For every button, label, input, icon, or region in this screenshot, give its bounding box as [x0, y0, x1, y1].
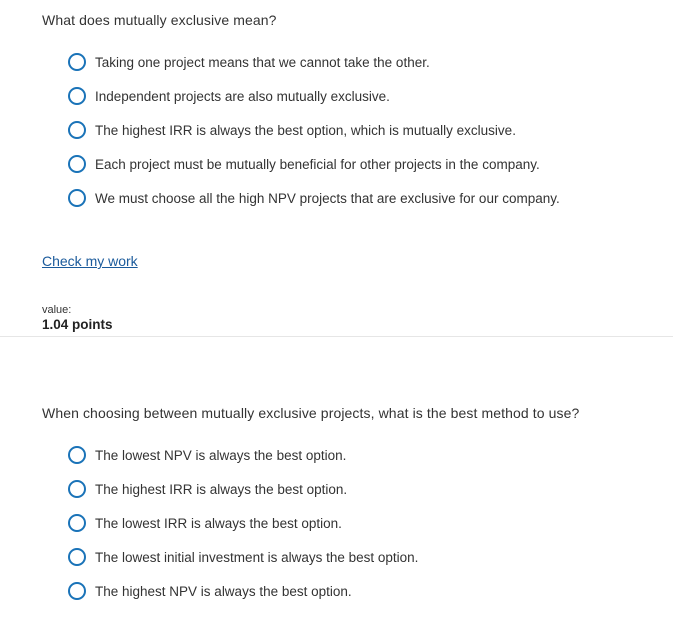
option-label: Independent projects are also mutually exclusive. [95, 88, 390, 104]
q1-option-3[interactable] [68, 113, 560, 147]
option-label: The highest IRR is always the best option. [95, 481, 348, 497]
q1-option-2[interactable] [68, 79, 560, 113]
question-2-prompt: When choosing between mutually exclusive projects, what is the best method to use? [42, 405, 580, 421]
section-divider [0, 336, 673, 337]
radio-button[interactable] [68, 548, 86, 566]
option-label: The lowest initial investment is always the best option. [95, 549, 419, 565]
q2-option-1[interactable] [68, 438, 418, 472]
option-label: The lowest IRR is always the best option. [95, 515, 342, 531]
q2-option-2[interactable] [68, 472, 418, 506]
radio-button[interactable] [68, 189, 86, 207]
radio-button[interactable] [68, 446, 86, 464]
option-label: Taking one project means that we cannot take the other. [95, 54, 430, 70]
question-2-choices [68, 438, 418, 608]
radio-button[interactable] [68, 155, 86, 173]
radio-button[interactable] [68, 121, 86, 139]
radio-button[interactable] [68, 87, 86, 105]
q2-option-3[interactable] [68, 506, 418, 540]
check-my-work-link[interactable]: Check my work [42, 253, 138, 269]
option-label: The lowest NPV is always the best option. [95, 447, 347, 463]
q1-option-5[interactable] [68, 181, 560, 215]
option-label: We must choose all the high NPV projects that are exclusive for our company. [95, 190, 560, 206]
q2-option-4[interactable] [68, 540, 418, 574]
question-1-choices [68, 45, 560, 215]
option-label: The highest IRR is always the best option, which is mutually exclusive. [95, 122, 516, 138]
value-label: value: [42, 304, 72, 316]
option-label: Each project must be mutually beneficial for other projects in the company. [95, 156, 540, 172]
q2-option-5[interactable] [68, 574, 418, 608]
radio-button[interactable] [68, 582, 86, 600]
radio-button[interactable] [68, 514, 86, 532]
radio-button[interactable] [68, 53, 86, 71]
q1-option-4[interactable] [68, 147, 560, 181]
q1-option-1[interactable] [68, 45, 560, 79]
question-1-prompt: What does mutually exclusive mean? [42, 12, 277, 28]
radio-button[interactable] [68, 480, 86, 498]
value-points: 1.04 points [42, 317, 113, 332]
option-label: The highest NPV is always the best option. [95, 583, 352, 599]
